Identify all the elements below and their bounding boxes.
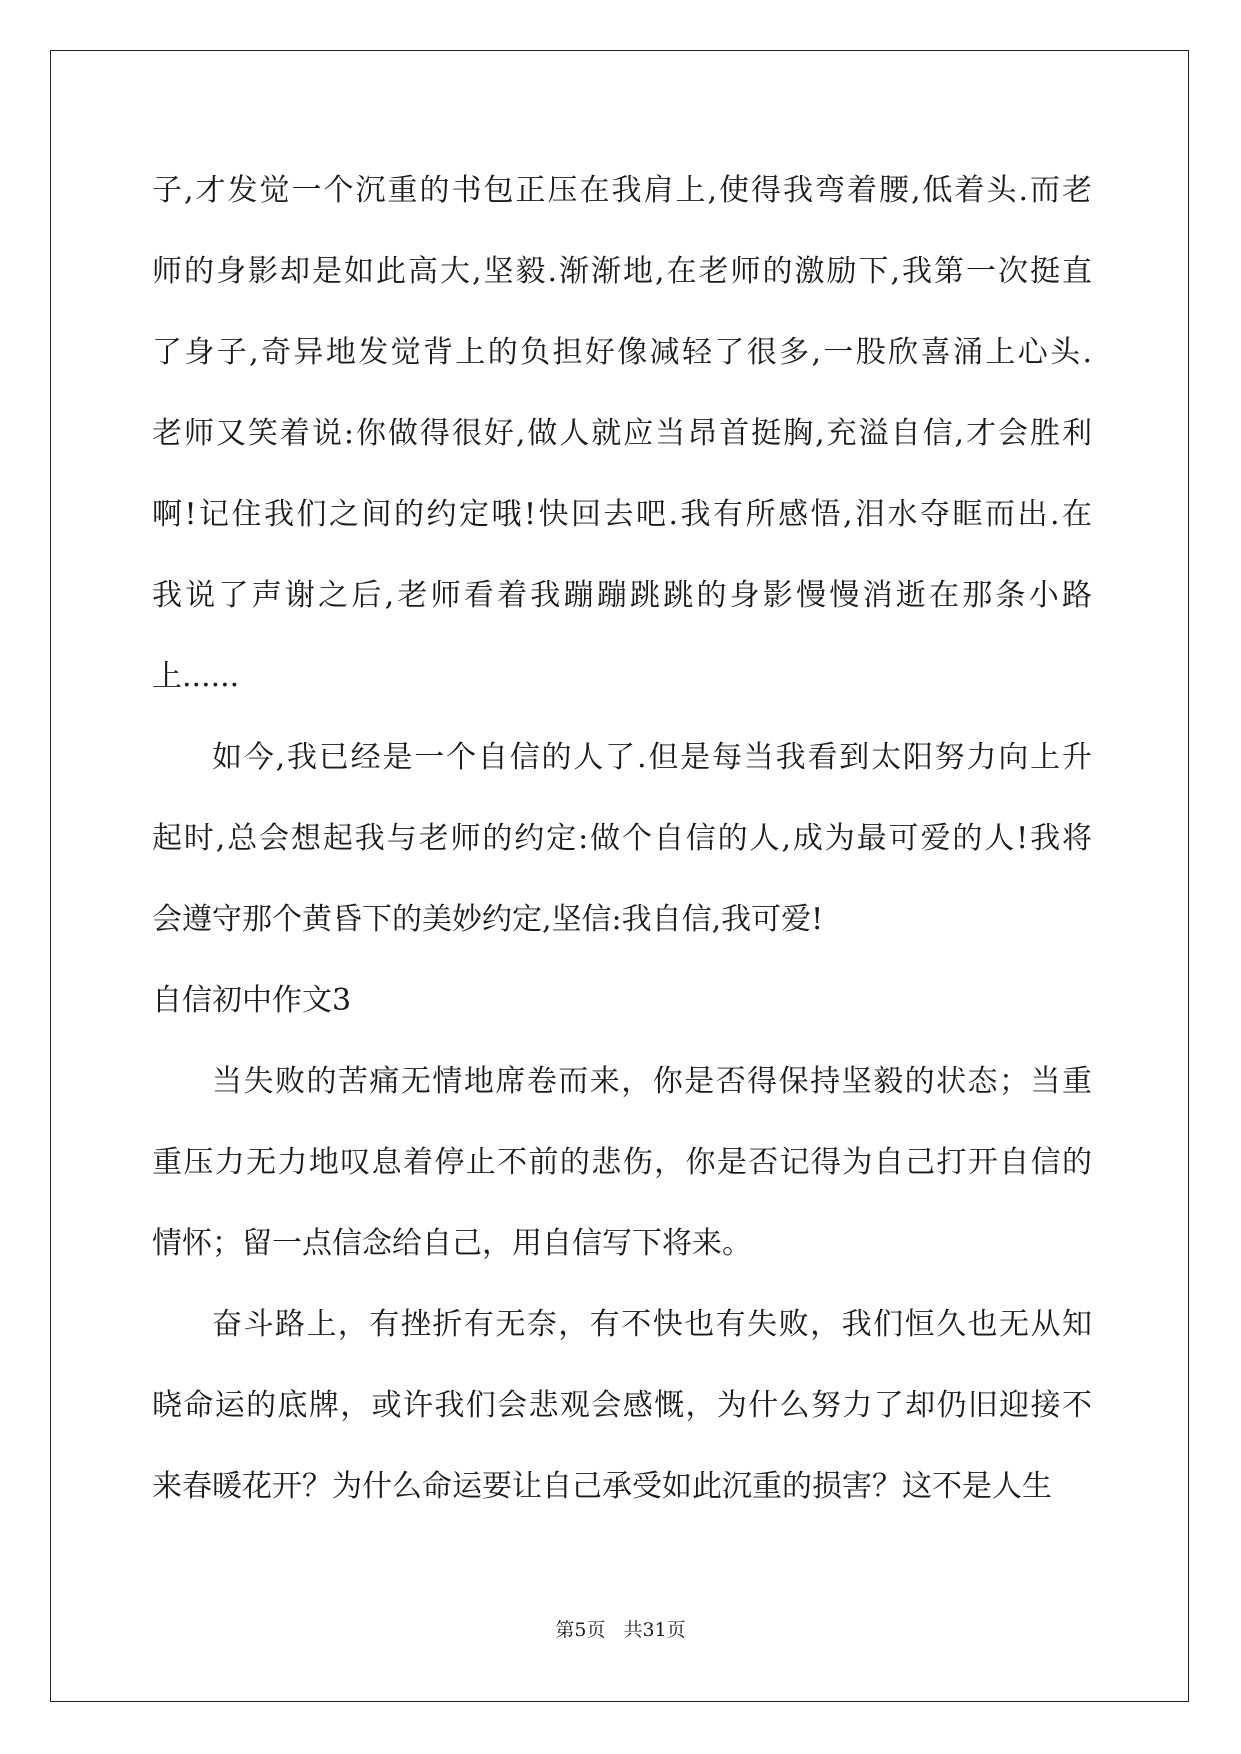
page-label-prefix: 第 (555, 1619, 575, 1641)
text-line: 上...... (152, 659, 240, 694)
paragraph (152, 1041, 1092, 1284)
paragraph (152, 717, 1092, 960)
text-line: 我说了声谢之后,老师看着我蹦蹦跳跳的身影慢慢消逝在那条小路 (152, 578, 1092, 613)
text-line: 子,才发觉一个沉重的书包正压在我肩上,使得我弯着腰,低着头.而老 (152, 173, 1092, 208)
current-page-number: 5 (574, 1619, 587, 1641)
text-line: 啊!记住我们之间的约定哦!快回去吧.我有所感悟,泪水夺眶而出.在 (152, 497, 1092, 532)
paragraph (152, 150, 1092, 717)
text-line: 了身子,奇异地发觉背上的负担好像减轻了很多,一股欣喜涌上心头. (152, 335, 1092, 370)
text-line: 重压力无力地叹息着停止不前的悲伤，你是否记得为自己打开自信的 (152, 1145, 1092, 1180)
text-line: 师的身影却是如此高大,坚毅.渐渐地,在老师的激励下,我第一次挺直 (152, 254, 1092, 289)
text-line: 晓命运的底牌，或许我们会悲观会感慨，为什么努力了却仍旧迎接不 (152, 1388, 1092, 1423)
text-line: 会遵守那个黄昏下的美妙约定,坚信:我自信,我可爱! (152, 902, 824, 937)
total-pages-number: 31 (642, 1619, 667, 1641)
page-footer (0, 1615, 1241, 1642)
section-heading (152, 960, 1092, 1041)
document-body (152, 150, 1092, 1527)
total-label-prefix: 共 (623, 1619, 643, 1641)
text-line: 情怀；留一点信念给自己，用自信写下将来。 (152, 1226, 752, 1261)
text-line: 奋斗路上，有挫折有无奈，有不快也有失败，我们恒久也无从知 (212, 1307, 1092, 1342)
text-line: 当失败的苦痛无情地席卷而来，你是否得保持坚毅的状态；当重 (212, 1064, 1092, 1099)
total-label-suffix: 页 (666, 1619, 686, 1641)
text-line: 如今,我已经是一个自信的人了.但是每当我看到太阳努力向上升 (212, 740, 1092, 775)
paragraph (152, 1284, 1092, 1527)
text-line: 老师又笑着说:你做得很好,做人就应当昂首挺胸,充溢自信,才会胜利 (152, 416, 1092, 451)
text-line: 起时,总会想起我与老师的约定:做个自信的人,成为最可爱的人!我将 (152, 821, 1092, 856)
page-label-suffix: 页 (586, 1619, 606, 1641)
heading-text: 自信初中作文3 (152, 983, 352, 1018)
text-line: 来春暖花开？为什么命运要让自己承受如此沉重的损害？这不是人生 (152, 1469, 1052, 1504)
